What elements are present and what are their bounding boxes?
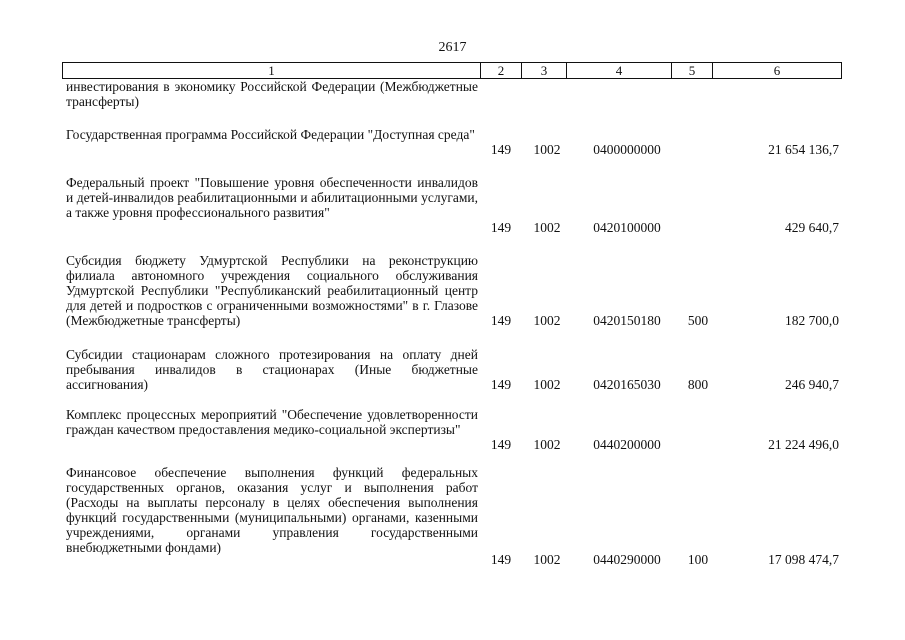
page-number: 2617: [438, 40, 467, 55]
column-header-3: 3: [522, 63, 567, 79]
column-header-6: 6: [713, 63, 842, 79]
row-ministry-code: 149: [490, 552, 512, 567]
row-section-code: 1002: [533, 142, 561, 157]
row-description: Федеральный проект "Повышение уровня обеспеченности инвалидов и детей-инвалидов реабилитационными и абилитационными услугами, а также уровня профессионального развития": [66, 175, 478, 220]
row-ministry-code: 149: [490, 313, 512, 328]
row-description: Субсидия бюджету Удмуртской Республики на реконструкцию филиала автономного учреждения социального обслуживания Удмуртской Республики "Республиканский реабилитационный центр для детей и подростков с ограниченными возможностями" в г. Глазове (Межбюджетные трансферты): [66, 253, 478, 328]
column-header-4: 4: [567, 63, 672, 79]
row-section-code: 1002: [533, 377, 561, 392]
row-section-code: 1002: [533, 552, 561, 567]
row-expense-type: 800: [687, 377, 709, 392]
row-target-code: 0440200000: [593, 437, 661, 452]
row-target-code: 0400000000: [593, 142, 661, 157]
row-amount: 17 098 474,7: [768, 552, 839, 567]
row-target-code: 0440290000: [593, 552, 661, 567]
column-header-2: 2: [481, 63, 522, 79]
column-header-5: 5: [672, 63, 713, 79]
row-ministry-code: 149: [490, 377, 512, 392]
row-target-code: 0420100000: [593, 220, 661, 235]
row-target-code: 0420165030: [593, 377, 661, 392]
row-expense-type: 500: [687, 313, 709, 328]
row-amount: 182 700,0: [785, 313, 839, 328]
row-expense-type: 100: [687, 552, 709, 567]
row-section-code: 1002: [533, 220, 561, 235]
row-description: инвестирования в экономику Российской Федерации (Межбюджетные трансферты): [66, 79, 478, 109]
column-header-1: 1: [63, 63, 481, 79]
row-section-code: 1002: [533, 437, 561, 452]
row-amount: 21 654 136,7: [768, 142, 839, 157]
row-description: Государственная программа Российской Федерации "Доступная среда": [66, 127, 475, 142]
row-section-code: 1002: [533, 313, 561, 328]
column-header-row: [62, 62, 842, 79]
row-amount: 246 940,7: [785, 377, 839, 392]
row-ministry-code: 149: [490, 142, 512, 157]
row-description: Финансовое обеспечение выполнения функций федеральных государственных органов, оказания услуг и выполнения работ (Расходы на выплаты персоналу в целях обеспечения выполнения функций государственными (муниципальными) органами, казенными учреждениями, органами управления государственными внебюджетными фондами): [66, 465, 478, 555]
row-amount: 21 224 496,0: [768, 437, 839, 452]
row-description: Комплекс процессных мероприятий "Обеспечение удовлетворенности граждан качеством предоставления медико-социальной экспертизы": [66, 407, 478, 437]
row-ministry-code: 149: [490, 437, 512, 452]
row-ministry-code: 149: [490, 220, 512, 235]
row-amount: 429 640,7: [785, 220, 839, 235]
row-description: Субсидии стационарам сложного протезирования на оплату дней пребывания инвалидов в стационарах (Иные бюджетные ассигнования): [66, 347, 478, 392]
row-target-code: 0420150180: [593, 313, 661, 328]
